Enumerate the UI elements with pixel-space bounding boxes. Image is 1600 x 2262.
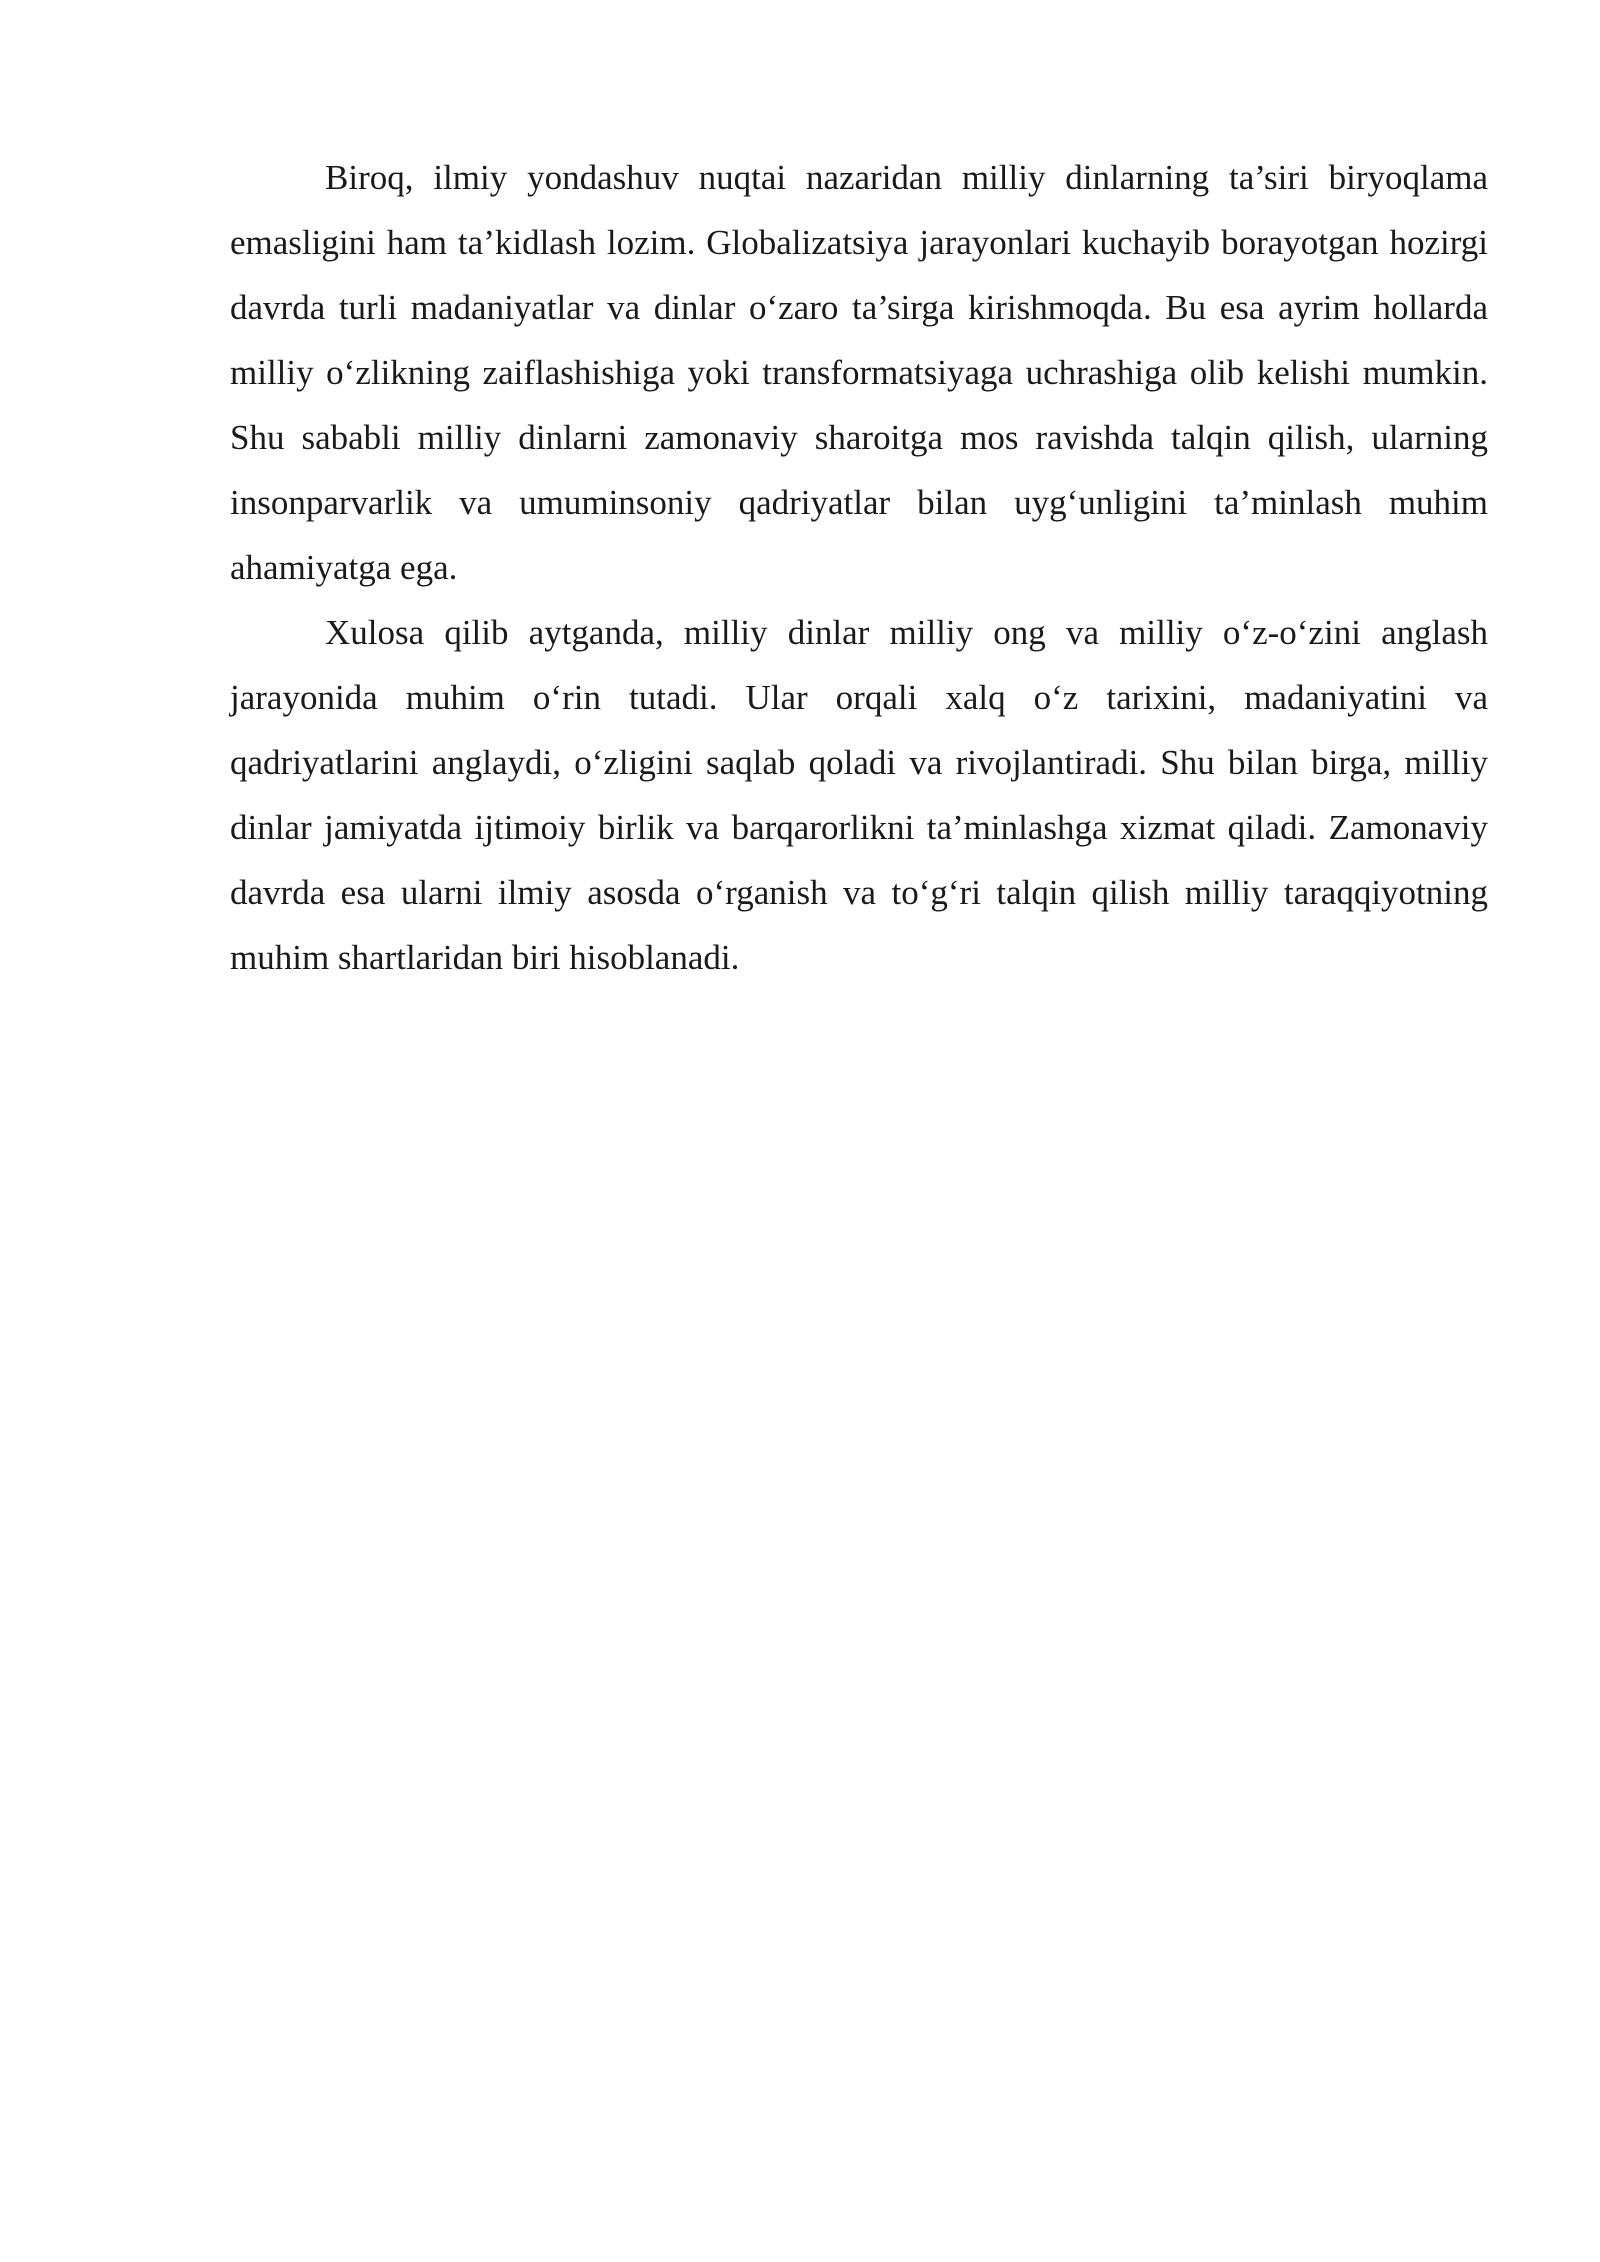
paragraph-2: Xulosa qilib aytganda, milliy dinlar milliy ong va milliy o‘z-o‘zini anglash jarayonida muhim o‘rin tutadi. Ular orqali xalq o‘z tarixini, madaniyatini va qadriyatlarini anglaydi, o‘zligini saqlab qoladi va rivojlantiradi. Shu bilan birga, milliy dinlar jamiyatda ijtimoiy birlik va barqarorlikni ta’minlashga xizmat qiladi. Zamonaviy davrda esa ularni ilmiy asosda o‘rganish va to‘g‘ri talqin qilish milliy taraqqiyotning muhim shartlaridan biri hisoblanadi. bbox=[230, 613, 1488, 977]
document-body bbox=[230, 145, 1488, 990]
paragraph-1: Biroq, ilmiy yondashuv nuqtai nazaridan milliy dinlarning ta’siri biryoqlama emasligini ham ta’kidlash lozim. Globalizatsiya jarayonlari kuchayib borayotgan hozirgi davrda turli madaniyatlar va dinlar o‘zaro ta’sirga kirishmoqda. Bu esa ayrim hollarda milliy o‘zlikning zaiflashishiga yoki transformatsiyaga uchrashiga olib kelishi mumkin. Shu sababli milliy dinlarni zamonaviy sharoitga mos ravishda talqin qilish, ularning insonparvarlik va umuminsoniy qadriyatlar bilan uyg‘unligini ta’minlash muhim ahamiyatga ega. bbox=[230, 158, 1488, 587]
